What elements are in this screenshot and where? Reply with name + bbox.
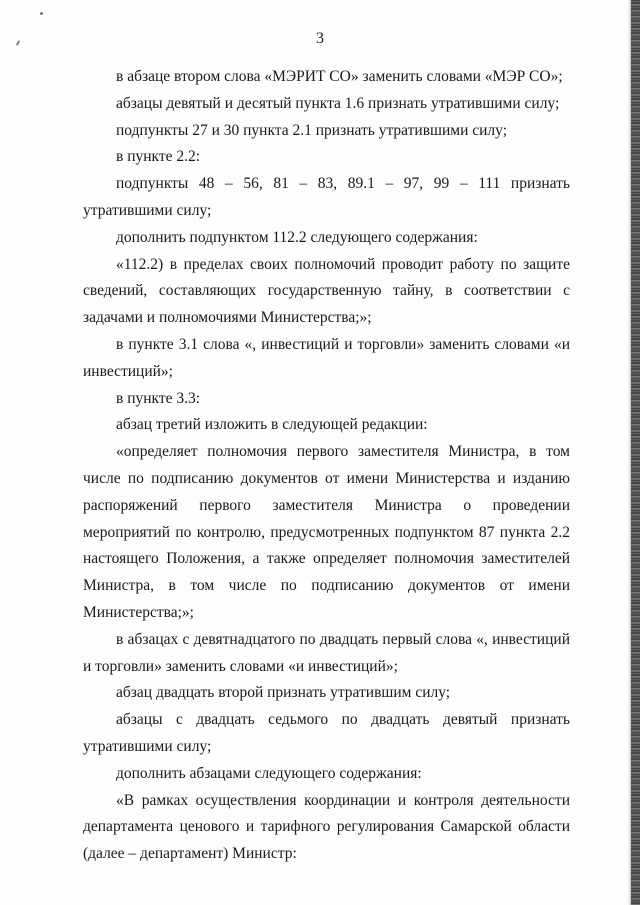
paragraph: абзац двадцать второй признать утратившим силу;: [116, 684, 451, 702]
paragraph: дополнить абзацами следующего содержания:: [116, 764, 422, 782]
paragraph: подпункты 27 и 30 пункта 2.1 признать утратившими силу;: [116, 121, 508, 139]
document-body: [83, 64, 570, 868]
paragraph: в абзацах с девятнадцатого по двадцать первый слова «, инвестиций и торговли» заменить словами «и инвестиций»;: [83, 630, 570, 675]
paragraph: в пункте 3.1 слова «, инвестиций и торговли» заменить словами «и инвестиций»;: [83, 335, 570, 380]
paragraph: в пункте 3.3:: [116, 389, 201, 407]
paragraph: в абзаце втором слова «МЭРИТ СО» заменить словами «МЭР СО»;: [116, 68, 563, 85]
scan-speck: [40, 12, 43, 15]
paragraph: «определяет полномочия первого заместителя Министра, в том числе по подписанию документов от имени Министерства и изданию распоряжений первого заместителя Министра о проведении мероприятий по контролю, предусмотренных подпунктом 87 пункта 2.2 настоящего Положения, а также определяет полномочия заместителей Министра, в том числе по подписанию документов от имени Министерства;»;: [83, 443, 570, 621]
paragraph: абзацы с двадцать седьмого по двадцать девятый признать утратившими силу;: [83, 711, 570, 755]
paragraph: в пункте 2.2:: [116, 148, 201, 166]
paragraph: «112.2) в пределах своих полномочий проводит работу по защите сведений, составляющих государственную тайну, в соответствии с задачами и полномочиями Министерства;»;: [83, 255, 570, 327]
paragraph: абзац третий изложить в следующей редакции:: [116, 416, 428, 434]
page-number: 3: [316, 30, 324, 47]
paragraph: подпункты 48 – 56, 81 – 83, 89.1 – 97, 99 – 111 признать утратившими силу;: [83, 175, 570, 219]
scan-edge: [631, 0, 640, 905]
paragraph: дополнить подпунктом 112.2 следующего содержания:: [116, 228, 478, 246]
paragraph: абзацы девятый и десятый пункта 1.6 признать утратившими силу;: [116, 94, 560, 112]
paragraph: «В рамках осуществления координации и контроля деятельности департамента ценового и тарифного регулирования Самарской области (далее – департамент) Министр:: [83, 791, 570, 863]
